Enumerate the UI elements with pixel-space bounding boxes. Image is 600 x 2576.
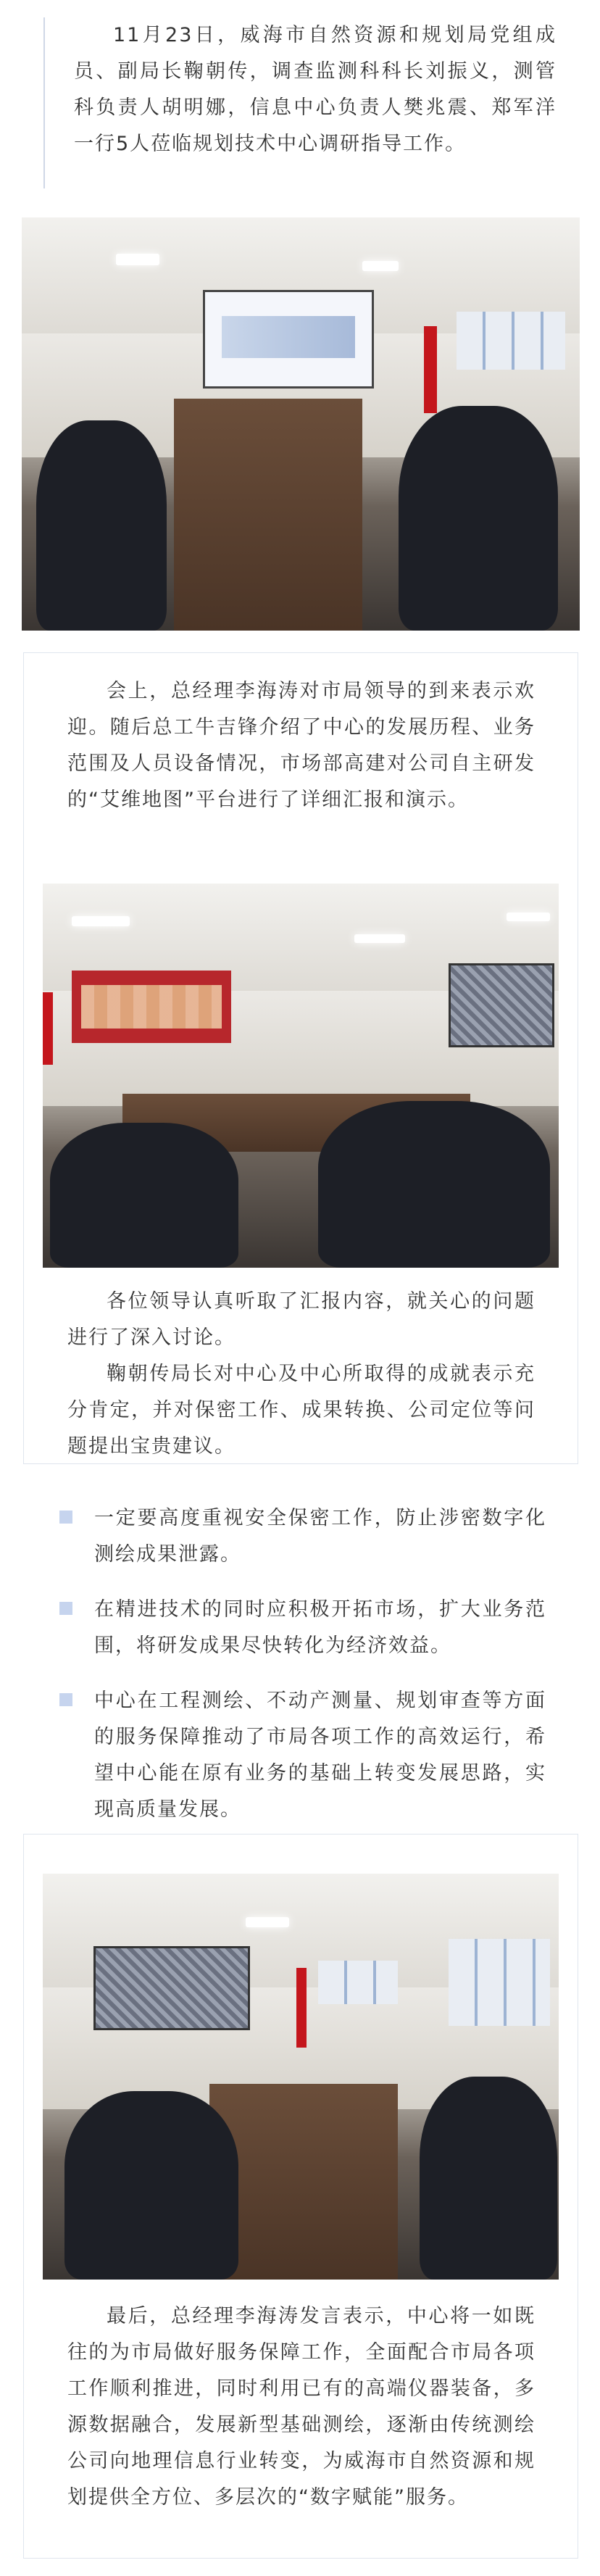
suggestion-text: 中心在工程测绘、不动产测量、规划审查等方面的服务保障推动了市局各项工作的高效运行，希望中心能在原有业务的基础上转变发展思路，实现高质量发展。 [94,1690,546,1821]
suggestion-item-3 [54,1683,546,1828]
meeting-photo-3 [43,1874,559,2280]
closing-paragraph: 最后，总经理李海涛发言表示，中心将一如既往的为市局做好服务保障工作，全面配合市局各项工作顺利推进，同时利用已有的高端仪器装备，多源数据融合，发展新型基础测绘，逐渐由传统测绘公司向地理信息行业转变，为威海市自然资源和规划提供全方位、多层次的“数字赋能”服务。 [67,2305,536,2509]
suggestion-item-1 [54,1500,546,1573]
meeting-photo-2 [43,884,559,1268]
section1-paragraph: 会上，总经理李海涛对市局领导的到来表示欢迎。随后总工牛吉锋介绍了中心的发展历程、业务范围及人员设备情况，市场部高建对公司自主研发的“艾维地图”平台进行了详细汇报和演示。 [67,680,536,811]
section-frame-1 [23,652,578,1464]
section-frame-2 [23,1834,578,2559]
intro-block [43,17,557,188]
section2-paragraph-2: 鞠朝传局长对中心及中心所取得的成就表示充分肯定，并对保密工作、成果转换、公司定位等问题提出宝贵建议。 [67,1363,536,1458]
meeting-photo-1 [22,217,580,631]
bullet-square-icon [59,1693,72,1706]
bullet-square-icon [59,1602,72,1615]
bullet-square-icon [59,1511,72,1524]
suggestion-item-2 [54,1592,546,1664]
section2-paragraph-1: 各位领导认真听取了汇报内容，就关心的问题进行了深入讨论。 [67,1290,536,1349]
suggestion-text: 一定要高度重视安全保密工作，防止涉密数字化测绘成果泄露。 [94,1507,546,1566]
suggestion-text: 在精进技术的同时应积极开拓市场，扩大业务范围，将研发成果尽快转化为经济效益。 [94,1598,546,1657]
suggestion-list [54,1500,546,1828]
intro-paragraph: 11月23日，威海市自然资源和规划局党组成员、副局长鞠朝传，调查监测科科长刘振义，测管科负责人胡明娜，信息中心负责人樊兆震、郑军洋一行5人莅临规划技术中心调研指导工作。 [74,24,557,155]
